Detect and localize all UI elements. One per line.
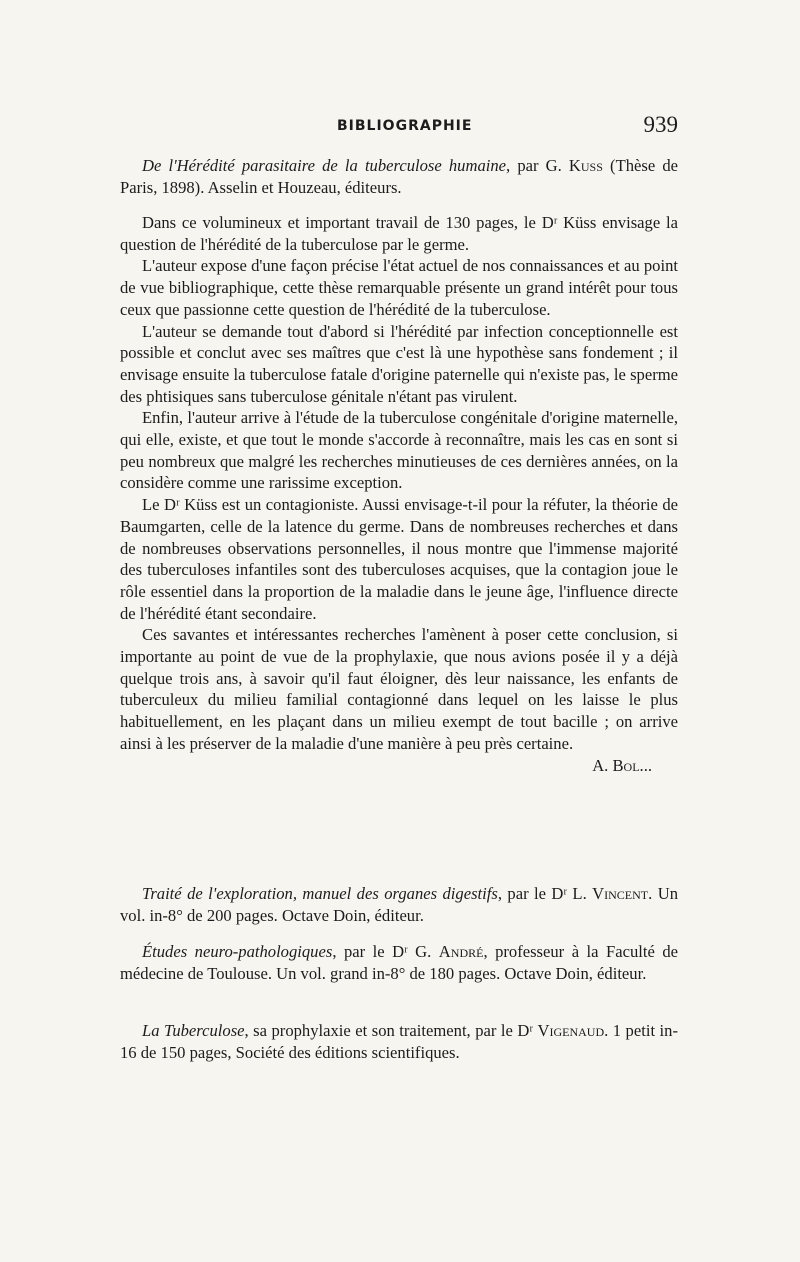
entry-separator: , par G. <box>506 156 569 175</box>
entry-separator: , par le Dʳ G. <box>332 942 439 961</box>
entry-details: (Thèse de Paris, 1898). Asselin et Houzeau, éditeurs. <box>120 156 678 197</box>
entry-details: . 1 petit in-16 de 150 pages, Société des éditions scientifiques. <box>120 1021 678 1062</box>
page-number: 939 <box>643 112 678 137</box>
bibliography-entry-kuss <box>120 155 678 198</box>
review-paragraph: Ces savantes et intéressantes recherches l'amènent à poser cette conclusion, si importante au point de vue de la prophylaxie, que nous avions posée il y a déjà quelque trois ans, à savoir qu'il faut éloigner, dès leur naissance, les enfants de tuberculeux du milieu familial contagionné dans lequel on les laisse le plus habituellement, en les plaçant dans un milieu exempt de tout bacille ; on arrive ainsi à les préserver de la maladie d'une manière à peu près certaine. <box>120 625 678 753</box>
entry-title: De l'Hérédité parasitaire de la tuberculose humaine <box>142 156 507 175</box>
entry-details: . Un vol. in-8° de 200 pages. Octave Doin, éditeur. <box>120 884 678 925</box>
review-paragraph: Le Dʳ Küss est un contagioniste. Aussi envisage-t-il pour la réfuter, la théorie de Baumgarten, celle de la latence du germe. Dans de nombreuses recherches et dans de nombreuses observations personnelles, il nous montre que l'immense majorité des tuberculoses infantiles sont des tuberculoses acquises, que la contagion joue le rôle essentiel dans la proportion de la maladie dans le jeune âge, l'influence directe de l'hérédité étant secondaire. <box>120 495 678 623</box>
entry-title: La Tuberculose <box>142 1021 245 1040</box>
bibliography-entry-andre <box>120 941 678 984</box>
entry-author: Vincent <box>592 884 649 903</box>
review-paragraph: Enfin, l'auteur arrive à l'étude de la tuberculose congénitale d'origine maternelle, qui elle, existe, et que tout le monde s'accorde à reconnaître, mais les cas en sont si peu nombreux que malgré les recherches minutieuses de ces dernières années, on la considère comme une rarissime exception. <box>120 408 678 493</box>
entry-details: , professeur à la Faculté de médecine de Toulouse. Un vol. grand in-8° de 180 pages. Octave Doin, éditeur. <box>120 942 678 983</box>
entry-author: Kuss <box>568 156 603 175</box>
review-signature: A. Bol... <box>592 755 652 775</box>
review-text <box>120 212 678 776</box>
entry-author: Vigenaud <box>537 1021 605 1040</box>
entry-separator: , sa prophylaxie et son traitement, par le Dʳ <box>244 1021 538 1040</box>
entry-separator: , par le Dʳ L. <box>497 884 593 903</box>
review-paragraph: L'auteur se demande tout d'abord si l'hérédité par infection conceptionnelle est possible et conclut avec ses maîtres que c'est là une hypothèse sans fondement ; il envisage ensuite la tuberculose fatale d'origine paternelle qui n'existe pas, le sperme des phtisiques sans tuberculose génitale n'étant pas virulent. <box>120 321 678 406</box>
bibliography-entry-vincent <box>120 883 678 926</box>
running-head: BIBLIOGRAPHIE <box>337 118 473 134</box>
review-paragraph: L'auteur expose d'une façon précise l'état actuel de nos connaissances et au point de vue bibliographique, cette thèse remarquable présente un grand intérêt pour tous ceux que passionne cette question de l'hérédité de la tuberculose. <box>120 256 678 319</box>
entry-title: Études neuro-pathologiques <box>142 942 333 961</box>
bibliography-entry-vigenaud <box>120 1020 678 1063</box>
review-paragraph: Dans ce volumineux et important travail de 130 pages, le Dʳ Küss envisage la question de l'hérédité de la tuberculose par le germe. <box>120 213 678 254</box>
entry-title: Traité de l'exploration, manuel des organes digestifs <box>142 884 498 903</box>
entry-author: André <box>438 942 484 961</box>
page-header <box>120 112 680 144</box>
